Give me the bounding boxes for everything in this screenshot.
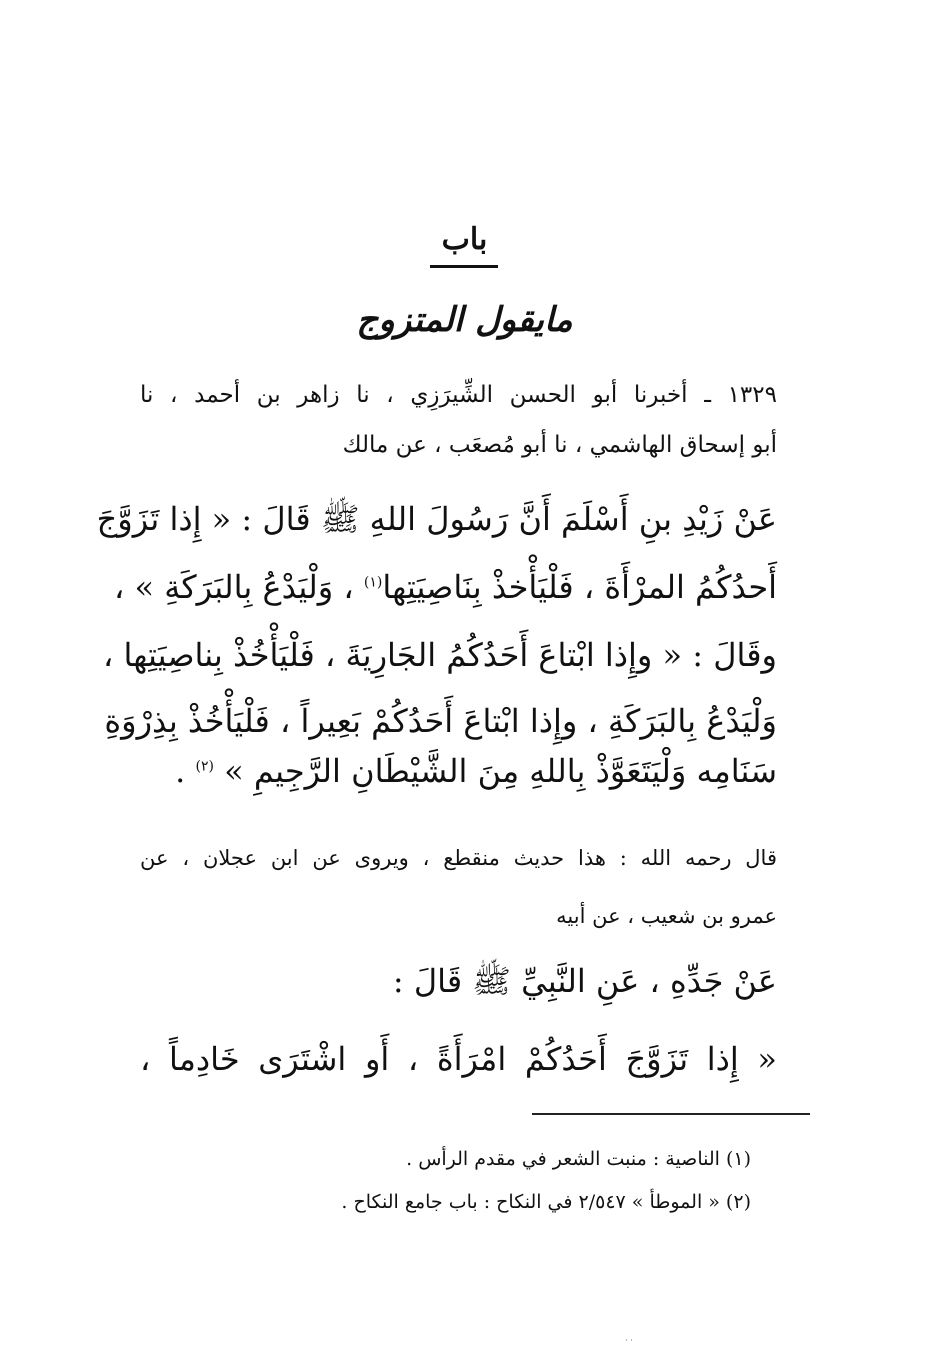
- isnad-line-2: أبو إسحاق الهاشمي ، نا أبو مُصعَب ، عن مالك: [342, 432, 777, 458]
- footnote-ref-2: (٢): [195, 758, 214, 775]
- hadith-line-2-text-a: أَحدُكُمُ المرْأَةَ ، فَلْيَأْخذْ بِنَاصِيَتِها: [382, 568, 777, 606]
- hadith-line-2: [114, 568, 777, 606]
- footnote-divider: [532, 1113, 810, 1115]
- isnad-line-1: ١٣٢٩ ـ أخبرنا أبو الحسن الشِّيرَزِي ، نا زاهر بن أحمد ، نا: [140, 382, 777, 408]
- hadith-line-5-text: سَنَامِه وَلْيَتَعَوَّذْ بِاللهِ مِنَ الشَّيْطَانِ الرَّجِيمِ »: [224, 752, 777, 790]
- chapter-title: مايقول المتزوج: [356, 300, 573, 340]
- hadith-line-2-text-b: ، وَلْيَدْعُ بِالبَرَكَةِ » ،: [113, 568, 354, 606]
- comment-line-2: عمرو بن شعيب ، عن أبيه: [556, 904, 777, 928]
- hadith-line-1: عَنْ زَيْدِ بنِ أَسْلَمَ أَنَّ رَسُولَ اللهِ ﷺ قَالَ : « إِذا تَزَوَّجَ: [96, 500, 777, 538]
- comment-line-1: قال رحمه الله : هذا حديث منقطع ، ويروى عن ابن عجلان ، عن: [140, 846, 777, 870]
- footnote-ref-1: (١): [363, 574, 383, 591]
- footnote-2: (٢) « الموطأ » ٢/٥٤٧ في النكاح : باب جامع النكاح .: [341, 1191, 751, 1213]
- hadith-line-5: [175, 752, 777, 790]
- hadith2-line-1: عَنْ جَدِّهِ ، عَنِ النَّبِيِّ ﷺ قَالَ :: [392, 962, 777, 1000]
- scan-speck: · ·: [625, 1336, 633, 1345]
- chapter-underline: [430, 265, 498, 268]
- chapter-label: باب: [441, 222, 488, 257]
- hadith-line-5-end: .: [175, 752, 186, 790]
- hadith-line-3: وقَالَ : « وإِذا ابْتاعَ أَحَدُكُمُ الجَارِيَةَ ، فَلْيَأْخُذْ بِناصِيَتِها ،: [103, 636, 777, 674]
- hadith2-line-2: « إِذا تَزَوَّجَ أَحَدُكُمْ امْرَأَةً ، أَو اشْتَرَى خَادِماً ،: [140, 1040, 777, 1078]
- hadith-line-4: وَلْيَدْعُ بِالبَرَكَةِ ، وإِذا ابْتاعَ أَحَدُكُمْ بَعِيراً ، فَلْيَأْخُذْ بِذِرْوَةِ: [104, 702, 777, 740]
- footnote-1: (١) الناصية : منبت الشعر في مقدم الرأس .: [406, 1148, 751, 1170]
